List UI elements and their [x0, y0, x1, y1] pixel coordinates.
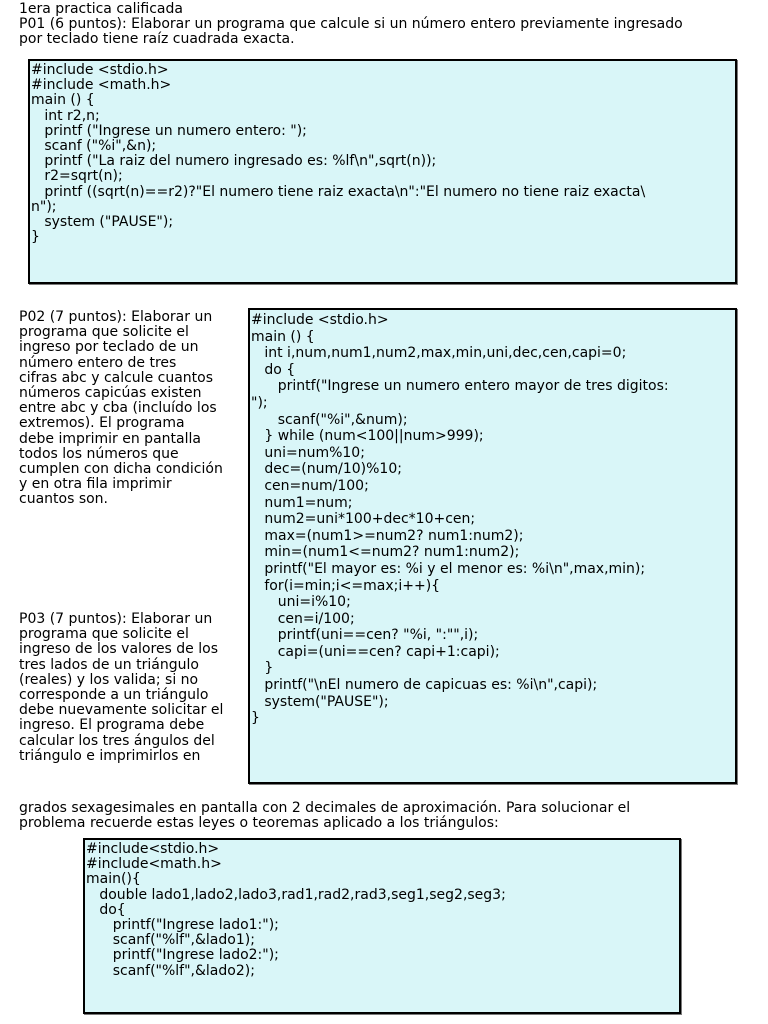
code-line: printf("\nEl numero de capicuas es: %i\n",capi); — [251, 677, 598, 694]
code-line: num1=num; — [251, 494, 353, 511]
code-line: printf("Ingrese lado1:"); — [86, 917, 279, 934]
p02-text-line: extremos). El programa — [19, 415, 185, 432]
code-line: printf("El mayor es: %i y el menor es: %i\n",max,min); — [251, 560, 646, 577]
p03-text-line: grados sexagesimales en pantalla con 2 decimales de aproximación. Para solucionar el — [19, 800, 631, 816]
code-line: } while (num<100||num>999); — [251, 428, 484, 445]
p01-text-line: P01 (6 puntos): Elaborar un programa que calcule si un número entero previamente ingresado — [19, 16, 683, 33]
code-line: cen=i/100; — [251, 610, 355, 627]
p01-text-line: por teclado tiene raíz cuadrada exacta. — [19, 31, 295, 48]
code-line: #include <stdio.h> — [31, 62, 169, 78]
problem-p03-statement — [19, 612, 244, 764]
p03-text-line: ingreso de los valores de los — [19, 641, 218, 658]
code-line: } — [251, 710, 260, 727]
code-line: printf ("Ingrese un numero entero: "); — [31, 122, 307, 139]
code-line: #include<stdio.h> — [86, 841, 220, 857]
code-line: do{ — [86, 901, 126, 918]
p02-text-line: ingreso por teclado de un — [19, 339, 199, 356]
problem-p03-continuation — [19, 801, 630, 831]
p03-text-line: ingreso. El programa debe — [19, 717, 205, 734]
p02-text-line: P02 (7 puntos): Elaborar un — [19, 309, 213, 325]
code-line: for(i=min;i<=max;i++){ — [251, 577, 441, 594]
p03-text-line: corresponde a un triángulo — [19, 687, 209, 704]
code-line: printf ((sqrt(n)==r2)?"El numero tiene raiz exacta\n":"El numero no tiene raiz exacta\ — [31, 183, 646, 200]
code-line: do { — [251, 361, 296, 378]
code-line: n"); — [31, 198, 57, 215]
code-line: main(){ — [86, 871, 141, 888]
code-line: #include<math.h> — [86, 856, 222, 873]
code-line: min=(num1<=num2? num1:num2); — [251, 544, 520, 561]
p02-text-line: número entero de tres — [19, 354, 177, 371]
code-line: main () { — [31, 92, 95, 109]
code-line: capi=(uni==cen? capi+1:capi); — [251, 643, 500, 660]
p02-text-line: números capicúas existen — [19, 385, 202, 402]
code-block-p02 — [248, 308, 737, 784]
p03-text-line: P03 (7 puntos): Elaborar un — [19, 611, 213, 627]
code-line: num2=uni*100+dec*10+cen; — [251, 511, 476, 528]
code-line: dec=(num/10)%10; — [251, 461, 402, 478]
code-block-p03 — [83, 838, 681, 1014]
code-line: } — [31, 229, 40, 246]
code-line: scanf("%lf",&lado2); — [86, 962, 255, 979]
code-line: uni=num%10; — [251, 444, 365, 461]
code-line: printf("Ingrese un numero entero mayor de tres digitos: — [251, 378, 669, 395]
code-line: } — [251, 660, 274, 677]
code-line: scanf ("%i",&n); — [31, 138, 157, 155]
document-title: 1era practica calificada — [19, 1, 183, 17]
code-line: #include <stdio.h> — [251, 312, 389, 328]
code-line: printf("Ingrese lado2:"); — [86, 947, 279, 964]
code-line: cen=num/100; — [251, 477, 369, 494]
p02-text-line: entre abc y cba (incluído los — [19, 400, 217, 417]
p02-text-line: debe imprimir en pantalla — [19, 430, 201, 447]
code-line: r2=sqrt(n); — [31, 168, 123, 185]
code-line: int r2,n; — [31, 107, 100, 124]
code-line: main () { — [251, 328, 315, 345]
p02-text-line: y en otra fila imprimir — [19, 476, 172, 493]
code-line: uni=i%10; — [251, 594, 351, 611]
p03-text-line: tres lados de un triángulo — [19, 656, 199, 673]
code-line: printf(uni==cen? "%i, ":"",i); — [251, 627, 479, 644]
code-line: scanf("%lf",&lado1); — [86, 932, 255, 949]
code-line: "); — [251, 394, 268, 411]
p02-text-line: programa que solicite el — [19, 324, 189, 341]
problem-p02-statement — [19, 310, 244, 508]
code-line: scanf("%i",&num); — [251, 411, 408, 428]
p03-text-line: calcular los tres ángulos del — [19, 732, 215, 749]
code-line: int i,num,num1,num2,max,min,uni,dec,cen,capi=0; — [251, 345, 627, 362]
code-line: system("PAUSE"); — [251, 693, 389, 710]
code-block-p01 — [28, 59, 737, 284]
code-line: double lado1,lado2,lado3,rad1,rad2,rad3,seg1,seg2,seg3; — [86, 886, 506, 903]
p02-text-line: cuantos son. — [19, 491, 109, 508]
p02-text-line: cumplen con dicha condición — [19, 461, 223, 478]
p03-text-line: (reales) y los valida; si no — [19, 671, 199, 688]
p03-text-line: triángulo e imprimirlos en — [19, 747, 201, 764]
code-line: #include <math.h> — [31, 77, 172, 94]
code-line: printf ("La raiz del numero ingresado es: %lf\n",sqrt(n)); — [31, 153, 437, 170]
code-line: max=(num1>=num2? num1:num2); — [251, 527, 524, 544]
problem-p01-statement — [19, 2, 683, 48]
p03-text-line: debe nuevamente solicitar el — [19, 702, 224, 719]
code-line: system ("PAUSE"); — [31, 214, 174, 231]
p02-text-line: todos los números que — [19, 445, 179, 462]
p03-text-line: programa que solicite el — [19, 626, 189, 643]
p03-text-line: problema recuerde estas leyes o teoremas aplicado a los triángulos: — [19, 815, 499, 832]
p02-text-line: cifras abc y calcule cuantos — [19, 369, 214, 386]
